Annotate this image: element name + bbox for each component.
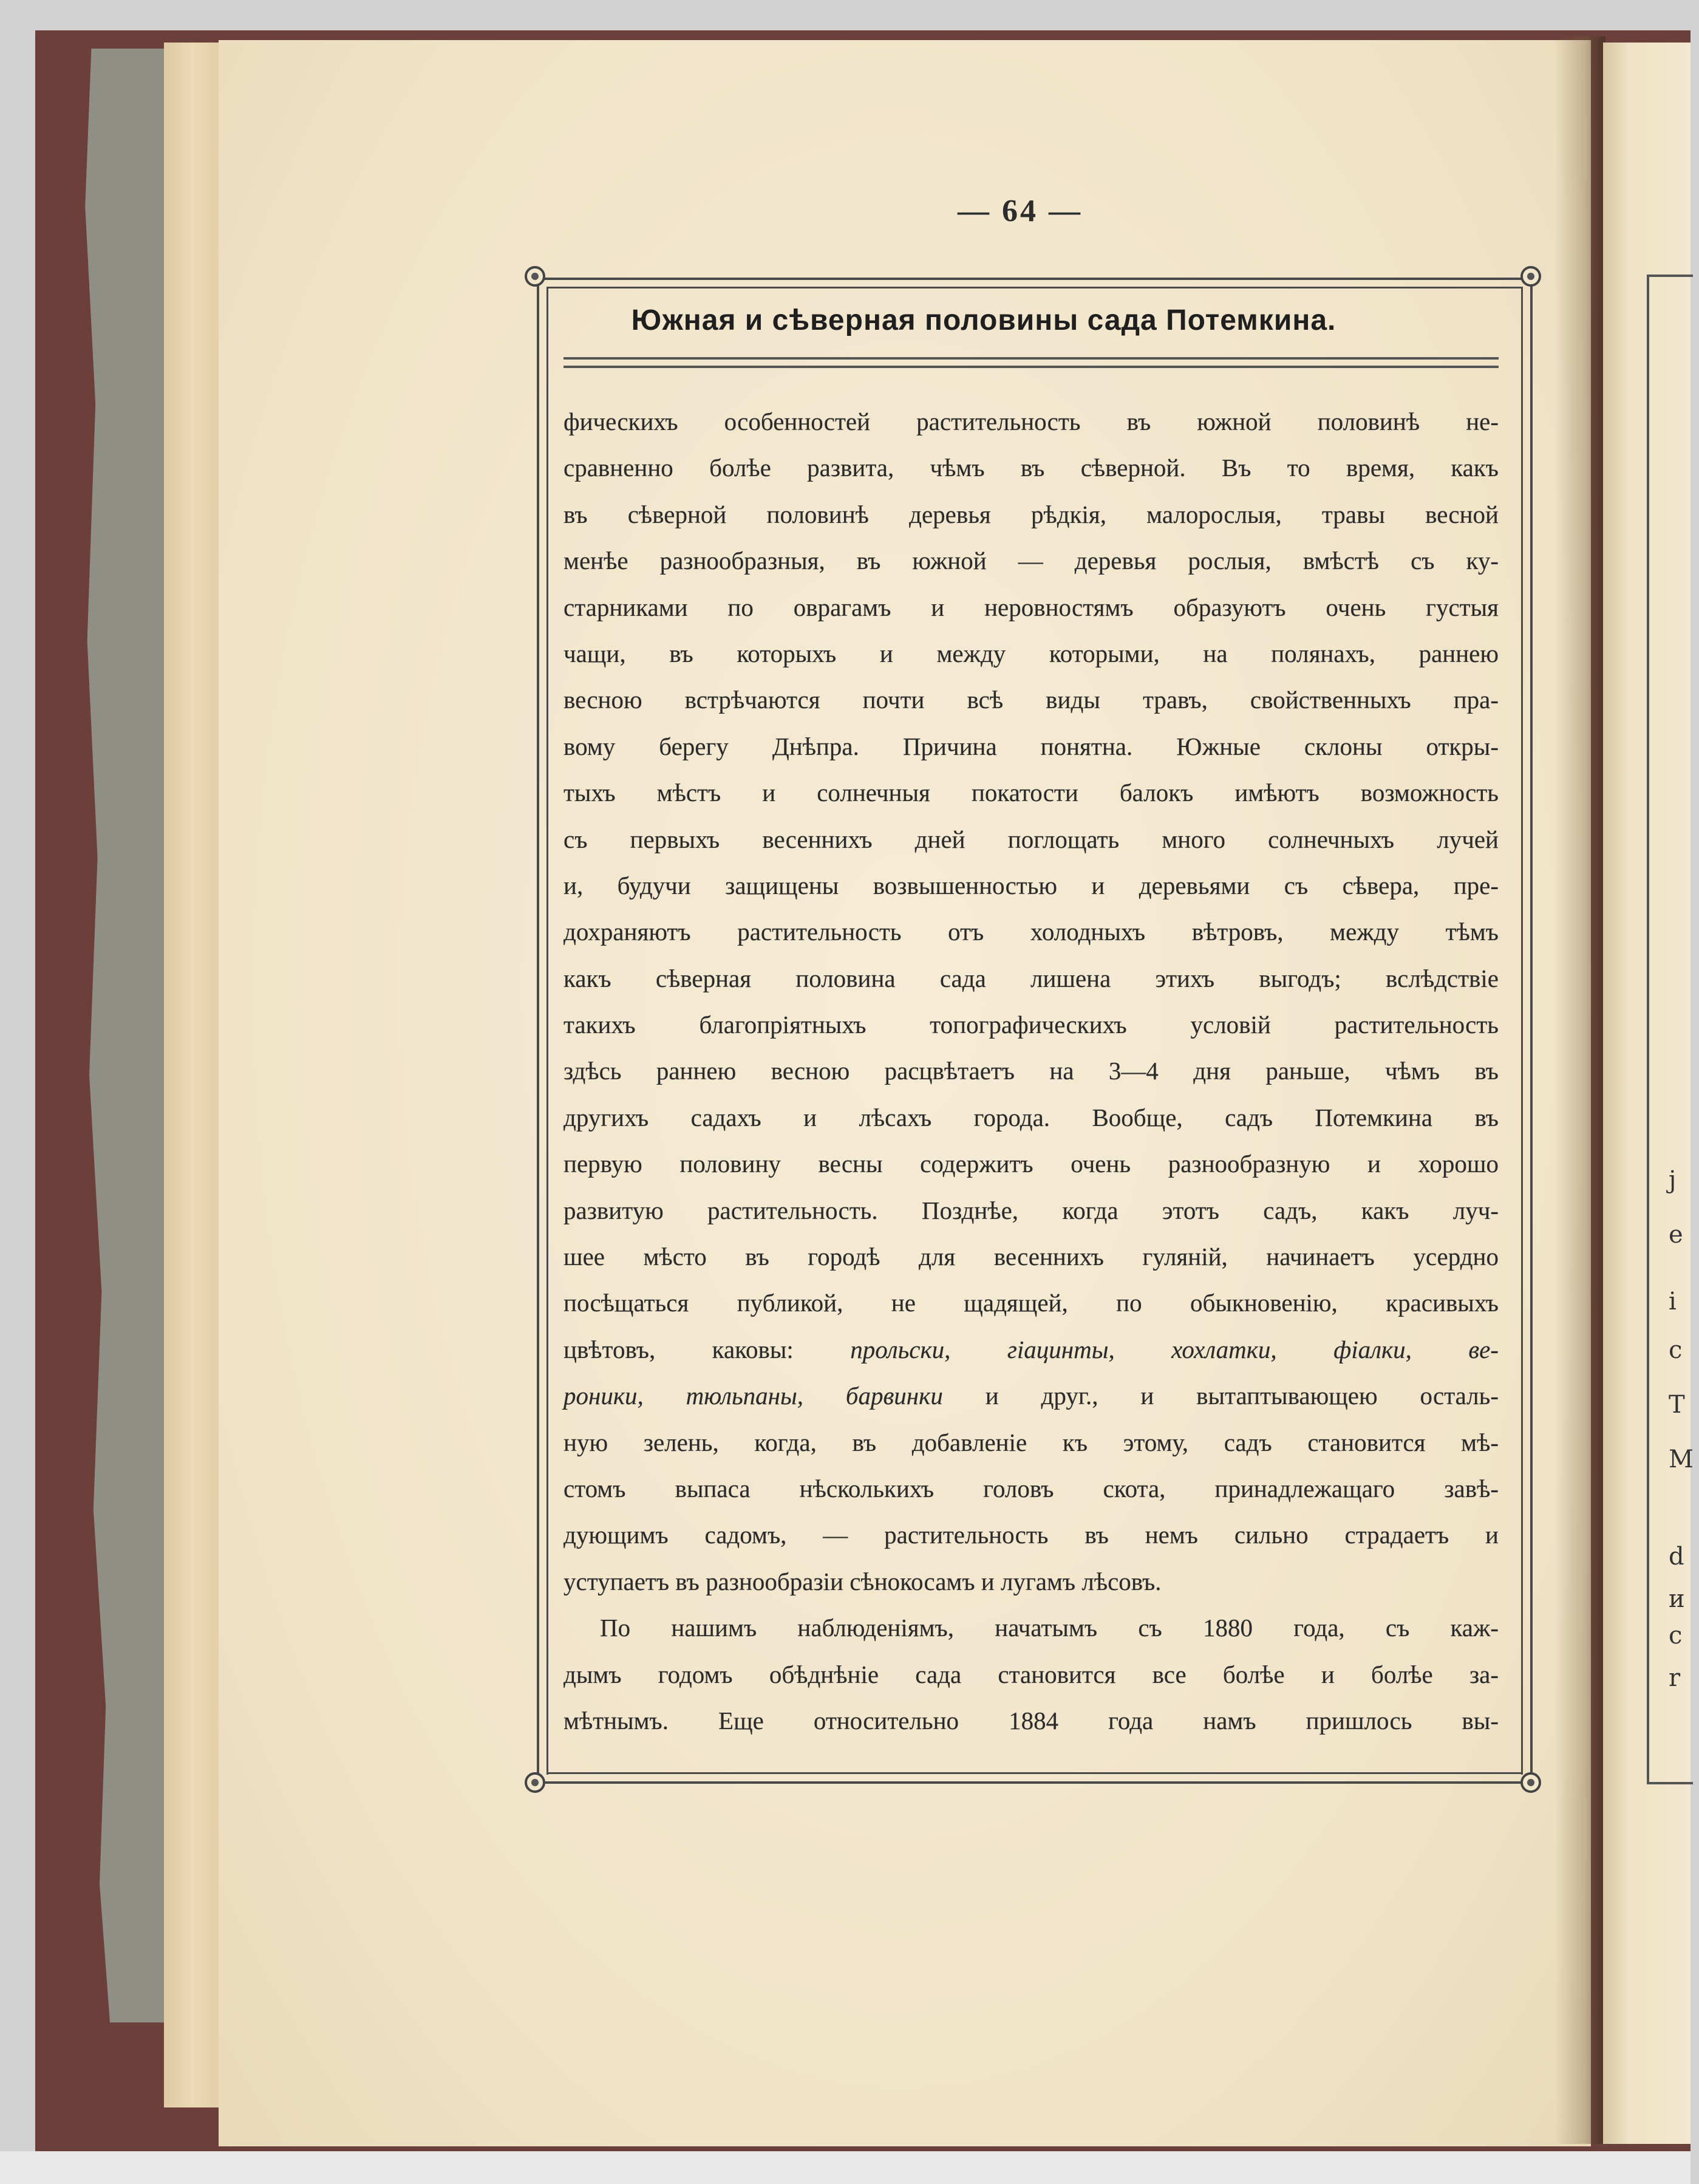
frame-corner-ornament [525,266,545,287]
text-span: развитую растительность. Позднѣе, когда этотъ садъ, какъ луч- [563,1196,1499,1224]
text-line [563,677,1499,723]
frame-top-rule [537,278,1533,280]
text-span: дохраняютъ растительность отъ холодныхъ вѣтровъ, между тѣмъ [563,918,1499,946]
text-span: и друг., и вытаптывающею осталь- [942,1382,1499,1410]
text-span: дующимъ садомъ, — растительность въ немъ сильно страдаетъ и [563,1521,1499,1549]
text-line [563,1234,1499,1280]
text-line [563,1373,1499,1419]
frame-right-rule [1530,278,1533,1784]
facing-page-char: e [1669,1221,1683,1249]
text-line [563,445,1499,491]
frame-left-rule-inner [546,287,548,1775]
facing-page-char: i [1669,1288,1677,1316]
text-line [563,1466,1499,1512]
text-line [563,955,1499,1002]
text-span: цвѣтовъ, каковы: [563,1335,851,1363]
text-line [563,1048,1499,1094]
text-span: здѣсь раннею весною расцвѣтаетъ на 3—4 дня раньше, чѣмъ въ [563,1057,1499,1085]
text-span: другихъ садахъ и лѣсахъ города. Вообще, садъ Потемкина въ [563,1103,1499,1131]
italic-text: роники, тюльпаны, барвинки [563,1382,943,1410]
book-gutter [1554,36,1605,2144]
text-span: шее мѣсто въ городѣ для весеннихъ гуляній, начинаетъ усердно [563,1243,1499,1271]
text-line [563,1002,1499,1048]
frame-bottom-rule-inner [546,1772,1523,1774]
text-span: вому берегу Днѣпра. Причина понятна. Южные склоны откры- [563,732,1499,760]
text-line [563,1326,1499,1373]
body-text [563,398,1499,1744]
facing-page-char: c [1669,1622,1683,1650]
text-line [563,1419,1499,1466]
facing-page-char: r [1669,1664,1681,1692]
text-line [563,816,1499,862]
text-line [563,770,1499,816]
text-line [563,537,1499,584]
title-rule [563,357,1499,360]
text-line [563,1141,1499,1187]
facing-page-char: T [1669,1391,1685,1419]
text-line [563,630,1499,677]
italic-text: прольски, гіацинты, хохлатки, фіалки, ве- [850,1335,1499,1363]
text-span: ную зелень, когда, въ добавленіе къ этому, садъ становится мѣ- [563,1428,1499,1456]
text-span: старниками по оврагамъ и неровностямъ образуютъ очень густыя [563,593,1499,621]
text-line [563,1605,1499,1651]
title-rule [563,366,1499,368]
text-line [563,909,1499,955]
text-line [563,1698,1499,1744]
text-span: тыхъ мѣстъ и солнечныя покатости балокъ имѣютъ возможность [563,779,1499,807]
frame-right-rule-inner [1521,287,1523,1775]
text-span: въ сѣверной половинѣ деревья рѣдкія, малорослыя, травы весной [563,500,1499,528]
text-line [563,723,1499,770]
text-span: стомъ выпаса нѣсколькихъ головъ скота, принадлежащаго завѣ- [563,1474,1499,1503]
text-line [563,1558,1499,1605]
text-line [563,1187,1499,1234]
text-span: сравненно болѣе развита, чѣмъ въ сѣверной. Въ то время, какъ [563,454,1499,482]
page-number: — 64 — [958,194,1083,228]
frame-left-rule [537,278,539,1784]
text-span: дымъ годомъ обѣднѣніе сада становится все болѣе и болѣе за- [563,1660,1499,1688]
facing-page-char: и [1669,1585,1685,1613]
text-span: какъ сѣверная половина сада лишена этихъ выгодъ; вслѣдствіе [563,964,1499,992]
text-line [563,1094,1499,1141]
running-title: Южная и сѣверная половины сада Потемкина. [631,304,1336,336]
text-line [563,584,1499,630]
text-line [563,862,1499,909]
scan-background [0,2151,1690,2184]
frame-top-rule-inner [546,287,1523,288]
frame-corner-ornament [1520,266,1541,287]
facing-page-char: d [1669,1543,1684,1571]
text-span: весною встрѣчаются почти всѣ виды травъ, свойственныхъ пра- [563,686,1499,714]
text-line [563,1512,1499,1558]
text-span: первую половину весны содержитъ очень разнообразную и хорошо [563,1150,1499,1178]
text-line [563,1280,1499,1326]
text-line [563,398,1499,445]
facing-page-char: c [1669,1336,1683,1364]
facing-page-char: j [1669,1166,1677,1194]
text-line [563,491,1499,537]
frame-corner-ornament [525,1772,545,1793]
text-span: и, будучи защищены возвышенностью и деревьями съ сѣвера, пре- [563,871,1499,899]
frame-corner-ornament [1520,1772,1541,1793]
text-line [563,1651,1499,1698]
text-span: уступаетъ въ разнообразіи сѣнокосамъ и лугамъ лѣсовъ. [563,1567,1162,1595]
text-span: По нашимъ наблюденіямъ, начатымъ съ 1880 года, съ каж- [600,1614,1499,1642]
text-span: посѣщаться публикой, не щадящей, по обыкновенію, красивыхъ [563,1289,1499,1317]
text-span: мѣтнымъ. Еще относительно 1884 года намъ пришлось вы- [563,1706,1499,1735]
text-span: такихъ благопріятныхъ топографическихъ условій растительность [563,1011,1499,1039]
facing-page-char: M [1669,1445,1694,1473]
frame-bottom-rule [537,1781,1533,1784]
text-span: съ первыхъ весеннихъ дней поглощать много солнечныхъ лучей [563,825,1499,853]
text-span: чащи, въ которыхъ и между которыми, на полянахъ, раннею [563,639,1499,667]
text-span: фическихъ особенностей растительность въ южной половинѣ не- [563,408,1499,435]
text-span: менѣе разнообразныя, въ южной — деревья рослыя, вмѣстѣ съ ку- [563,547,1499,575]
